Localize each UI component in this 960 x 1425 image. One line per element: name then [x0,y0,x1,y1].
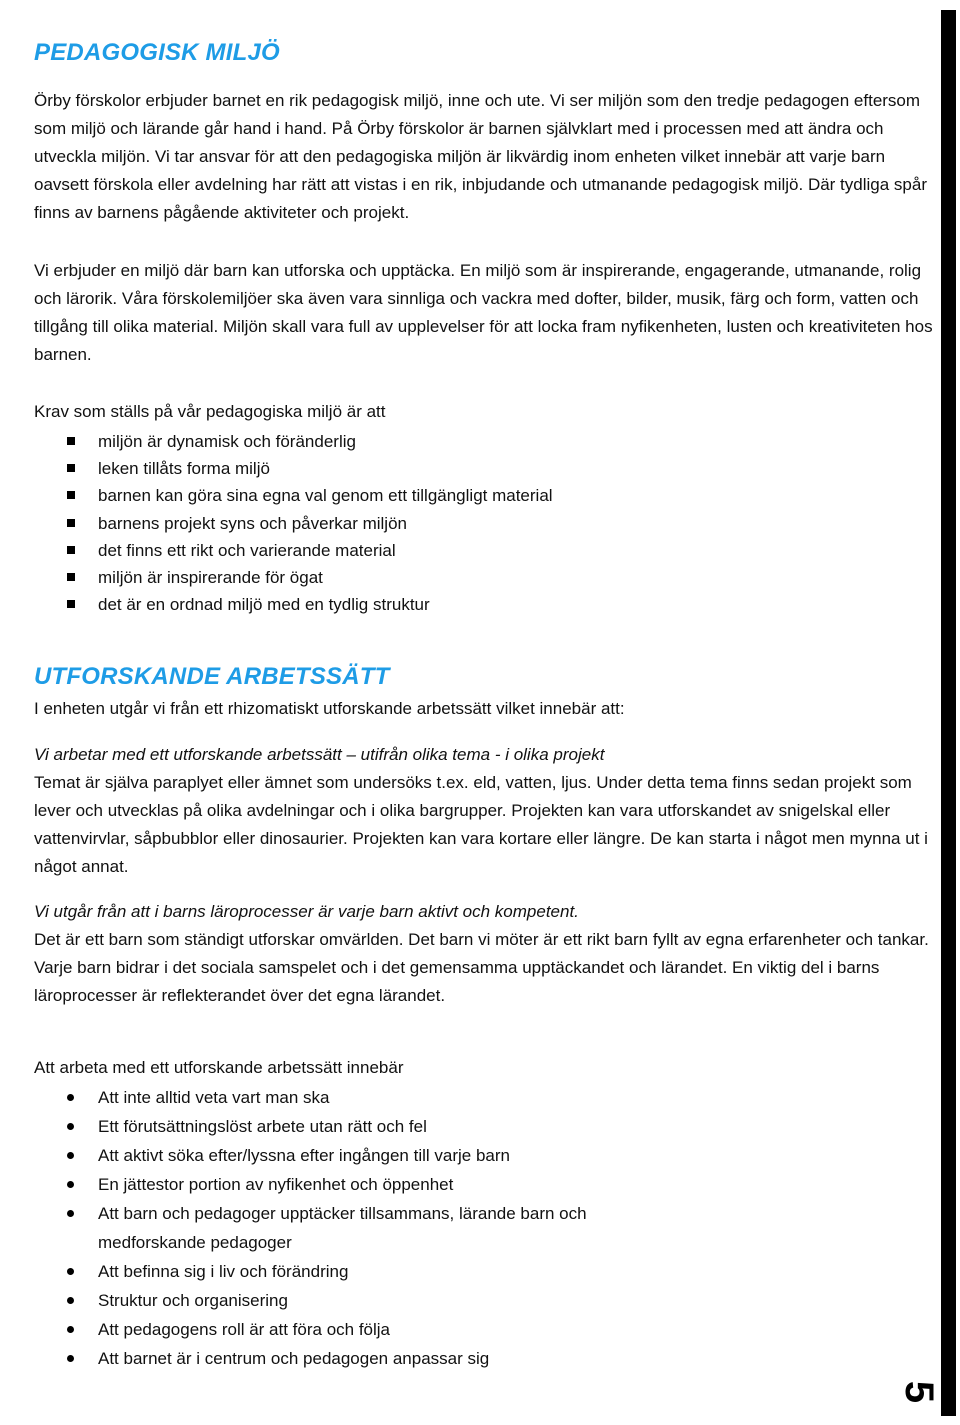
paragraph-arbetssatt-intro: I enheten utgår vi från ett rhizomatiskt utforskande arbetssätt vilket innebär att: [34,699,625,718]
arbetssatt-list [34,1083,694,1373]
subheading-tema-projekt: Vi arbetar med ett utforskande arbetssätt – utifrån olika tema - i olika projekt [34,745,605,764]
list-item: Att barnet är i centrum och pedagogen anpassar sig [34,1344,694,1373]
list-item: det finns ett rikt och varierande material [34,537,894,564]
krav-list [34,428,894,618]
list-intro-arbetssatt: Att arbeta med ett utforskande arbetssätt innebär [34,1058,404,1077]
list-item: barnens projekt syns och påverkar miljön [34,510,894,537]
list-item: det är en ordnad miljö med en tydlig struktur [34,591,894,618]
list-item: Att aktivt söka efter/lyssna efter ingången till varje barn [34,1141,694,1170]
side-bar [941,10,956,1416]
list-item: Att befinna sig i liv och förändring [34,1257,694,1286]
list-item: miljön är inspirerande för ögat [34,564,894,591]
paragraph-miljo-erbjuder: Vi erbjuder en miljö där barn kan utforska och upptäcka. En miljö som är inspirerande, engagerande, utmanande, rolig och lärorik. Våra förskolemiljöer ska även vara sinnliga och vackra med dofter, bilder, musik, färg och form, vatten och tillgång till olika material. Miljön skall vara full av upplevelser för att locka fram nyfikenheten, lusten och kreativiteten hos barnen. [34,261,933,364]
section-heading-utforskande-arbetssatt: UTFORSKANDE ARBETSSÄTT [34,663,390,690]
section-heading-pedagogisk-miljo: PEDAGOGISK MILJÖ [34,39,280,66]
page-number: 5 [897,1380,941,1404]
list-item: Att pedagogens roll är att föra och följa [34,1315,694,1344]
paragraph-tema-projekt: Temat är själva paraplyet eller ämnet som undersöks t.ex. eld, vatten, ljus. Under detta tema finns sedan projekt som lever och utvecklas på olika avdelningar och i olika bargrupper. Projekten kan vara utforskandet av snigelskal eller vattenvirvlar, såpbubblor eller dinosaurier. Projekten kan vara kortare eller längre. De kan starta i något men mynna ut i något annat. [34,773,928,876]
list-item: barnen kan göra sina egna val genom ett tillgängligt material [34,482,894,509]
list-intro-krav: Krav som ställs på vår pedagogiska miljö är att [34,402,386,421]
list-item: leken tillåts forma miljö [34,455,894,482]
subheading-barn-kompetent: Vi utgår från att i barns läroprocesser är varje barn aktivt och kompetent. [34,902,579,921]
list-item: Ett förutsättningslöst arbete utan rätt och fel [34,1112,694,1141]
list-item: Struktur och organisering [34,1286,694,1315]
list-item: miljön är dynamisk och föränderlig [34,428,894,455]
paragraph-miljo-intro: Örby förskolor erbjuder barnet en rik pedagogisk miljö, inne och ute. Vi ser miljön som den tredje pedagogen eftersom som miljö och lärande går hand i hand. På Örby förskolor är barnen självklart med i processen med att ändra och utveckla miljön. Vi tar ansvar för att den pedagogiska miljön är likvärdig inom enheten vilket innebär att varje barn oavsett förskola eller avdelning har rätt att vistas i en rik, inbjudande och utmanande pedagogisk miljö. Där tydliga spår finns av barnens pågående aktiviteter och projekt. [34,91,927,222]
list-item: En jättestor portion av nyfikenhet och öppenhet [34,1170,694,1199]
list-item: Att barn och pedagoger upptäcker tillsammans, lärande barn och medforskande pedagoger [34,1199,694,1257]
list-item: Att inte alltid veta vart man ska [34,1083,694,1112]
paragraph-barn-kompetent: Det är ett barn som ständigt utforskar omvärlden. Det barn vi möter är ett rikt barn fyllt av egna erfarenheter och tankar. Varje barn bidrar i det sociala samspelet och i det gemensamma upptäckandet och lärandet. En viktig del i barns läroprocesser är reflekterandet över det egna lärandet. [34,930,929,1005]
